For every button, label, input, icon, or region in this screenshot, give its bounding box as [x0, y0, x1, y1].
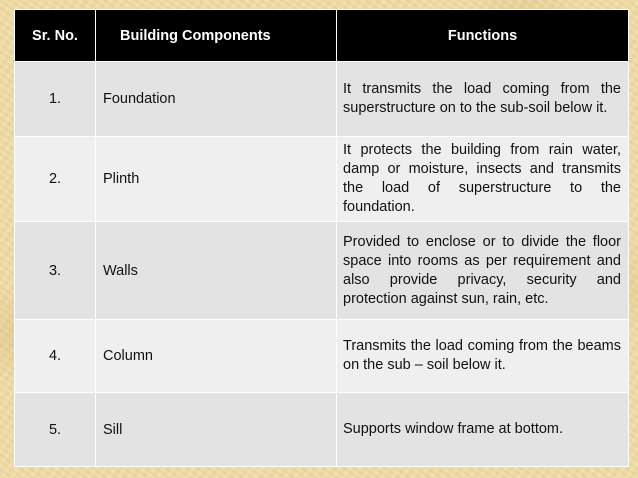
row-component: Column — [96, 320, 337, 393]
header-functions: Functions — [337, 10, 629, 62]
row-function: It transmits the load coming from the superstructure on to the sub-soil below it. — [337, 62, 629, 137]
row-component: Sill — [96, 393, 337, 467]
table-row — [15, 62, 629, 137]
table-row — [15, 320, 629, 393]
header-building-components: Building Components — [96, 10, 337, 62]
row-component: Walls — [96, 222, 337, 320]
table-header — [15, 10, 629, 62]
row-component: Plinth — [96, 137, 337, 222]
row-sr-no: 1. — [15, 62, 96, 137]
row-sr-no: 3. — [15, 222, 96, 320]
row-function: Provided to enclose or to divide the floor space into rooms as per requirement and also provide privacy, security and protection against sun, rain, etc. — [337, 222, 629, 320]
table-row — [15, 222, 629, 320]
table-row — [15, 137, 629, 222]
table-row — [15, 393, 629, 467]
row-function: Transmits the load coming from the beams on the sub – soil below it. — [337, 320, 629, 393]
row-sr-no: 2. — [15, 137, 96, 222]
row-component: Foundation — [96, 62, 337, 137]
header-sr-no: Sr. No. — [15, 10, 96, 62]
building-components-table — [14, 9, 629, 467]
table-body — [15, 62, 629, 467]
row-sr-no: 4. — [15, 320, 96, 393]
row-function: Supports window frame at bottom. — [337, 393, 629, 467]
header-row — [15, 10, 629, 62]
row-sr-no: 5. — [15, 393, 96, 467]
row-function: It protects the building from rain water, damp or moisture, insects and transmits the load of superstructure to the foundation. — [337, 137, 629, 222]
